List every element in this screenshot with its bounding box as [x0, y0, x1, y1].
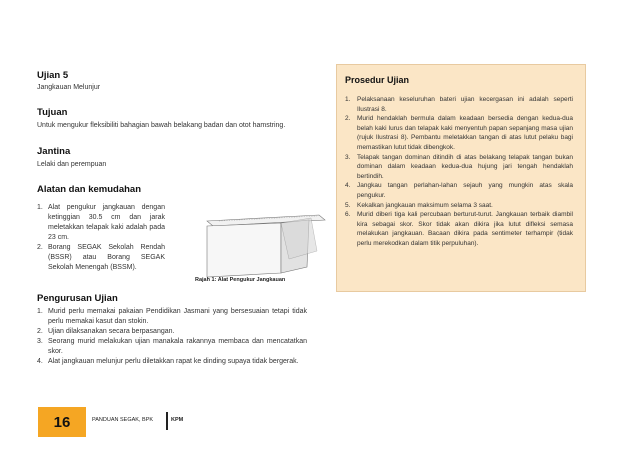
list-item: 3. Telapak tangan dominan ditindih di atas belakang telapak tangan bukan dominan dalam keadaan kedua-dua hujung jari tengah hendaklah bertindih. — [345, 153, 573, 180]
list-item: 2. Borang SEGAK Sekolah Rendah (BSSR) atau Borang SEGAK Sekolah Menengah (BSSM). — [37, 244, 165, 271]
list-item: 3. Seorang murid melakukan ujian manakala rakannya membaca dan mencatatkan skor. — [37, 338, 307, 355]
list-item: 4. Alat jangkauan melunjur perlu diletakkan rapat ke dinding supaya tidak bergerak. — [37, 358, 299, 365]
jantina-heading: Jantina — [37, 146, 71, 157]
list-item: 1. Murid perlu memakai pakaian Pendidikan Jasmani yang bersesuaian tetapi tidak perlu memakai kasut dan stokin. — [37, 308, 307, 325]
prosedur-list — [345, 95, 573, 249]
tujuan-text: Untuk mengukur fleksibiliti bahagian bawah belakang badan dan otot hamstring. — [37, 122, 286, 129]
list-item: 1. Pelaksanaan keseluruhan bateri ujian kecergasan ini adalah seperti Ilustrasi 8. — [345, 96, 573, 113]
pengurusan-heading: Pengurusan Ujian — [37, 293, 118, 304]
figure-caption: Rajah 1: Alat Pengukur Jangkauan — [195, 277, 286, 283]
footer-org: KPM — [171, 417, 184, 423]
footer-title: PANDUAN SEGAK, BPK — [92, 417, 154, 423]
list-item: 2. Ujian dilaksanakan secara berpasangan. — [37, 328, 175, 335]
pengurusan-list — [37, 307, 307, 367]
test-subtitle: Jangkauan Melunjur — [37, 84, 101, 91]
tujuan-heading: Tujuan — [37, 107, 68, 118]
list-item: 6. Murid diberi tiga kali percubaan berturut-turut. Jangkauan terbaik diambil kira sebagai skor. Skor tidak akan dikira jika lutut difleksi semasa melakukan jangkauan. Bacaan dikira pada sentimeter terhampir (tidak perlu merekodkan dalam titik perpuluhan). — [345, 211, 573, 247]
test-title: Ujian 5 — [37, 70, 69, 81]
footer-divider — [166, 412, 168, 430]
alatan-list — [37, 203, 165, 273]
prosedur-heading: Prosedur Ujian — [345, 75, 410, 85]
page-number: 16 — [38, 407, 86, 437]
sit-and-reach-box-illustration — [189, 211, 339, 281]
alatan-heading: Alatan dan kemudahan — [37, 184, 141, 195]
jantina-text: Lelaki dan perempuan — [37, 161, 107, 168]
list-item: 1. Alat pengukur jangkauan dengan ketinggian 30.5 cm dan jarak meletakkan telapak kaki adalah pada 23 cm. — [37, 204, 165, 241]
list-item: 2. Murid hendaklah bermula dalam keadaan bersedia dengan kedua-dua belah kaki lurus dan telapak kaki menyentuh papan sepanjang masa ujian (rujuk Ilustrasi 8). Pembantu meletakkan tangan di atas lutut pelaku bagi memastikan lutut tidak dibengkok. — [345, 115, 573, 151]
alatan-section — [37, 203, 307, 293]
list-item: 5. Kekalkan jangkauan maksimum selama 3 saat. — [345, 201, 493, 209]
left-column — [37, 70, 307, 367]
list-item: 4. Jangkau tangan perlahan-lahan sejauh yang mungkin atas skala pengukur. — [345, 182, 573, 199]
prosedur-box — [336, 64, 586, 292]
